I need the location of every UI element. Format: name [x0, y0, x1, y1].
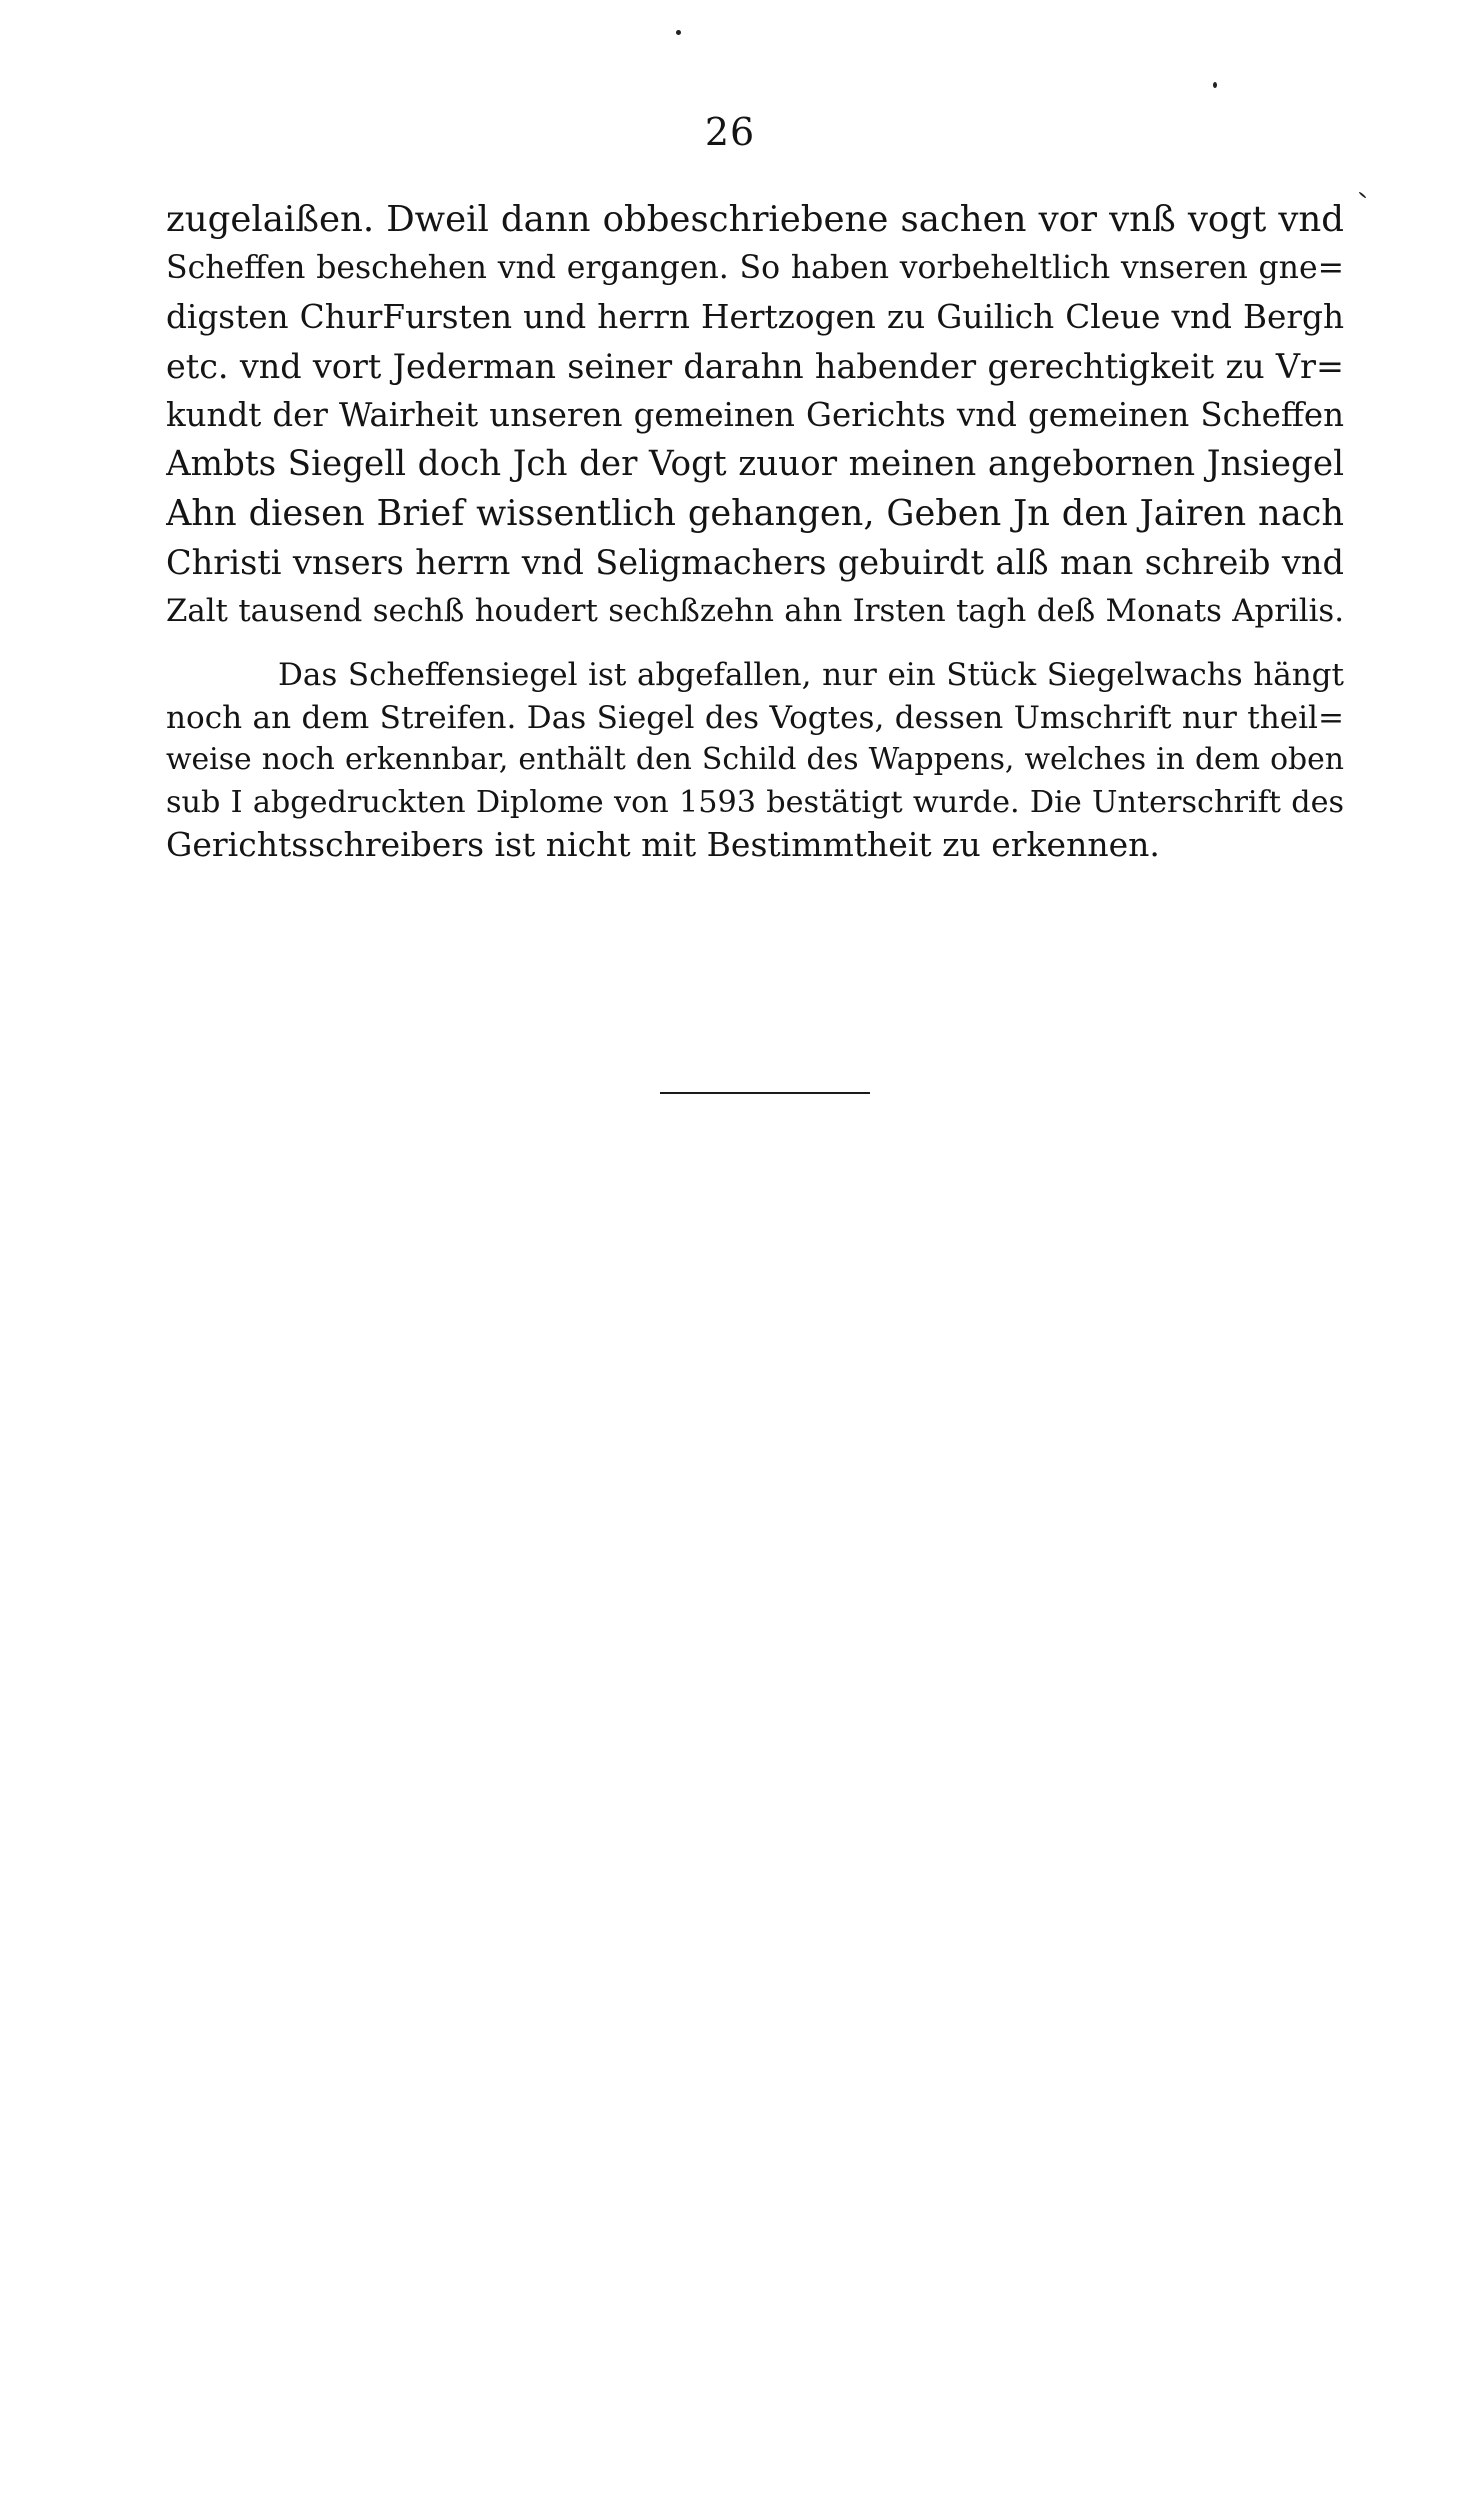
text-line: weise noch erkennbar, enthält den Schild des Wappens, welches in dem oben: [166, 742, 1344, 777]
section-divider: [660, 1092, 870, 1094]
text-line: etc. vnd vort Jederman seiner darahn habender gerechtigkeit zu Vr=: [166, 347, 1344, 386]
text-line: digsten ChurFursten und herrn Hertzogen zu Guilich Cleue vnd Bergh: [166, 298, 1344, 336]
print-speck: [676, 30, 681, 35]
text-line: Ahn diesen Brief wissentlich gehangen, Geben Jn den Jairen nach: [166, 493, 1344, 534]
text-line: sub I abgedruckten Diplome von 1593 bestätigt wurde. Die Unterschrift des: [166, 784, 1344, 820]
page-number: 26: [704, 110, 756, 154]
main-paragraph: [166, 195, 1344, 636]
text-line: Gerichtsschreibers ist nicht mit Bestimmtheit zu erkennen.: [166, 825, 1160, 864]
text-line: noch an dem Streifen. Das Siegel des Vogtes, dessen Umschrift nur theil=: [166, 699, 1344, 736]
text-line: zugelaißen. Dweil dann obbeschriebene sachen vor vnß vogt vnd: [166, 199, 1344, 240]
text-line: Das Scheffensiegel ist abgefallen, nur ein Stück Siegelwachs hängt: [278, 657, 1344, 693]
text-line: Ambts Siegell doch Jch der Vogt zuuor meinen angebornen Jnsiegel: [166, 444, 1344, 484]
note-paragraph: [166, 654, 1344, 867]
text-line: Scheffen beschehen vnd ergangen. So haben vorbeheltlich vnseren gne=: [166, 250, 1344, 286]
print-speck: [1213, 82, 1217, 88]
text-line: Zalt tausend sechß houdert sechßzehn ahn Irsten tagh deß Monats Aprilis.: [166, 593, 1344, 629]
text-line: Christi vnsers herrn vnd Seligmachers gebuirdt alß man schreib vnd: [166, 543, 1344, 582]
text-line: kundt der Wairheit unseren gemeinen Gerichts vnd gemeinen Scheffen: [166, 396, 1344, 434]
print-speck: [1358, 191, 1366, 198]
